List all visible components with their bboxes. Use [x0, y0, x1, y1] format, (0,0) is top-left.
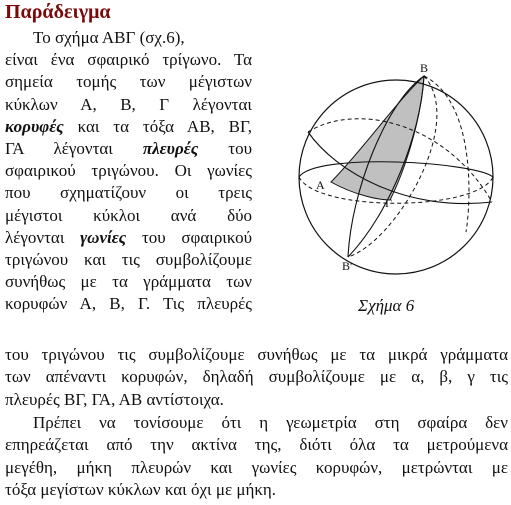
col-line-text: μέγιστοι κύκλοι ανά δύο [5, 205, 252, 225]
text-line: επηρεάζεται από την ακτίνα της, διότι όλα τα μετρούμενα [5, 435, 508, 455]
emphasized-term: πλευρές [142, 138, 199, 158]
great-circle-3-back [424, 76, 469, 232]
col-line [5, 116, 252, 138]
col-line [5, 227, 252, 249]
label-G: Γ [385, 196, 392, 210]
text-line: Πρέπει να τονίσουμε ότι η γεωμετρία στη σφαίρα δεν [33, 413, 508, 432]
text-line: πλευρές ΒΓ, ΓΑ, ΑΒ αντίστοιχα. [5, 389, 224, 409]
col-line-text: σφαιρικού τριγώνου. Οι γωνίες [5, 161, 252, 181]
emphasized-term: γωνίες [80, 227, 127, 247]
col-line-text: ΓΑ λέγονται [5, 138, 143, 158]
col-line [5, 182, 252, 204]
full-width-text [5, 344, 508, 411]
col-line-text: λέγονται [5, 227, 81, 247]
col-line [5, 49, 252, 71]
text-line: τόξα μεγίστων κύκλων και όχι με μήκη. [5, 480, 277, 500]
label-A: A [316, 178, 325, 192]
col-line-text: είναι ένα σφαιρικό τρίγωνο. Τα [5, 50, 252, 70]
col-line-text: τριγώνου και τις συμβολίζουμε [5, 249, 252, 269]
col-line [5, 249, 252, 271]
col-line-text: συνήθως με τα γράμματα των [5, 272, 252, 292]
text-line: των απέναντι κορυφών, δηλαδή συμβολίζουμε με α, β, γ τις [5, 367, 508, 387]
col-line [5, 160, 252, 182]
text-line: μεγέθη, μήκη πλευρών και γωνίες κορυφών, μετρώνται με [5, 457, 508, 477]
col-line [5, 27, 252, 49]
col-line [5, 94, 252, 116]
col-line-text: που σχηματίζουν οι τρεις [5, 183, 252, 203]
text-line: του τριγώνου τις συμβολίζουμε συνήθως με τα μικρά γράμματα [5, 345, 508, 364]
left-column-text [5, 27, 252, 315]
label-B-prime: B' [342, 259, 353, 273]
col-line [5, 71, 252, 93]
col-line [5, 205, 252, 227]
heading: Παράδειγμα [5, 1, 111, 23]
col-line-text: Το σχήμα ΑΒΓ (σχ.6), [33, 28, 185, 47]
col-line-text: του [198, 138, 252, 158]
col-line [5, 271, 252, 293]
col-line-text: και τα τόξα ΑΒ, ΒΓ, [63, 116, 252, 136]
col-line-text: σημεία τομής των μέγιστων [5, 72, 252, 92]
emphasized-term: κορυφές [5, 116, 64, 136]
figure-caption: Σχήμα 6 [358, 296, 415, 315]
col-line-text: του σφαιρικού [126, 227, 252, 247]
col-line-text: κορυφών Α, Β, Γ. Τις πλευρές [5, 294, 252, 314]
col-line [5, 293, 252, 315]
col-line [5, 138, 252, 160]
second-paragraph [5, 412, 508, 502]
label-B: B [420, 62, 429, 75]
sphere-figure [296, 62, 496, 294]
col-line-text: κύκλων Α, Β, Γ λέγονται [5, 94, 252, 114]
